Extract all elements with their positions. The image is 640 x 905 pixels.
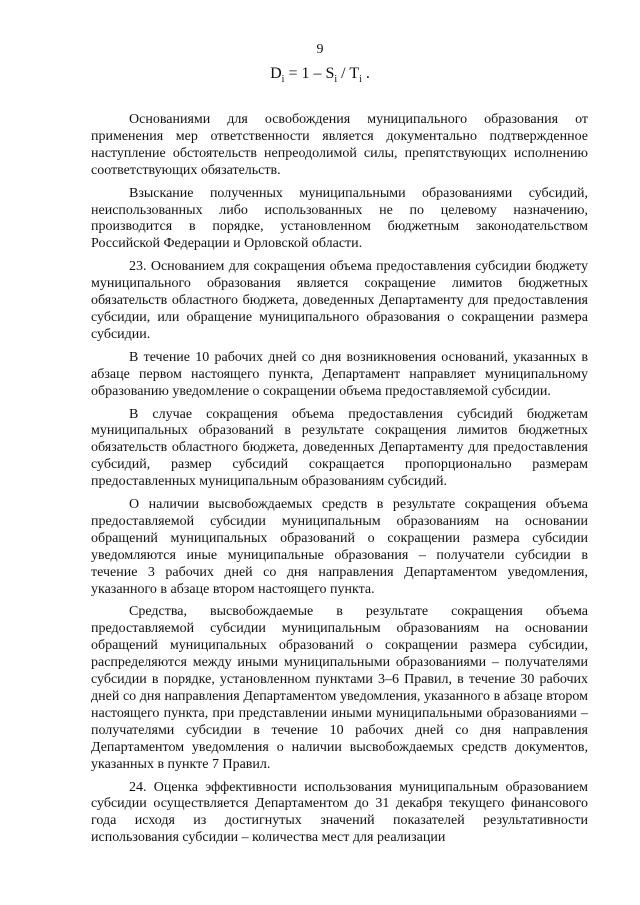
formula-lhs-sub: i	[281, 74, 285, 86]
formula-rhs-sub: i	[359, 74, 362, 86]
formula-end: .	[361, 65, 370, 82]
formula	[0, 64, 640, 90]
paragraph: В случае сокращения объема предоставления субсидий бюджетам муниципальных образований в результате сокращения лимитов бюджетных обязательств областного бюджета, доведенных Департаменту для предоставления субсидий, размер субсидий сокращается пропорционально размерам предоставленных муниципальным образованиям субсидий.	[91, 406, 588, 490]
formula-lhs: D	[270, 65, 282, 82]
paragraph: Основаниями для освобождения муниципального образования от применения мер ответственности является документально подтвержденное наступление обстоятельств непреодолимой силы, препятствующих исполнению соответствующих обязательств.	[91, 112, 588, 178]
formula-middle: = 1 – S	[284, 65, 335, 82]
formula-middle-sub: i	[334, 74, 338, 86]
paragraph: Взыскание полученных муниципальными образованиями субсидий, неиспользованных либо использованных не по целевому назначению, производится в порядке, установленном бюджетным законодательством Российской Федерации и Орловской области.	[91, 185, 588, 252]
page-number: 9	[316, 42, 324, 57]
paragraph: 23. Основанием для сокращения объема предоставления субсидии бюджету муниципального образования является сокращение лимитов бюджетных обязательств областного бюджета, доведенных Департаменту для предоставления субсидии, или обращение муниципального образования о сокращении размера субсидии.	[91, 259, 588, 342]
paragraph: 24. Оценка эффективности использования муниципальным образованием субсидии осуществляется Департаментом до 31 декабря текущего финансового года исходя из достигнутых значений показателей результативности использования субсидии – количества мест для реализации	[91, 779, 588, 846]
paragraph: Средства, высвобождаемые в результате сокращения объема предоставляемой субсидии муниципальным образованиям на основании обращений муниципальных образований о сокращении размера субсидии, распределяются между иными муниципальными образованиями – получателями субсидии в порядке, установленном пунктами 3–6 Правил, в течение 30 рабочих дней со дня направления Департаментом уведомления, указанного в абзаце втором настоящего пункта, при представлении иными муниципальными образованиями – получателями субсидии в течение 10 рабочих дней со дня направления Департаментом уведомления о наличии высвобождаемых средств документов, указанных в пункте 7 Правил.	[91, 604, 588, 772]
body-text	[91, 112, 588, 847]
paragraph: В течение 10 рабочих дней со дня возникновения оснований, указанных в абзаце первом настоящего пункта, Департамент направляет муниципальному образованию уведомление о сокращении объема предоставляемой субсидии.	[91, 349, 588, 399]
paragraph: О наличии высвобождаемых средств в результате сокращения объема предоставляемой субсидии муниципальным образованиям на основании обращений муниципальных образований о сокращении размера субсидии уведомляются иные муниципальные образования – получатели субсидии в течение 3 рабочих дней со дня направления Департаментом уведомления, указанного в абзаце втором настоящего пункта.	[91, 497, 588, 597]
formula-divider: / T	[337, 65, 360, 82]
